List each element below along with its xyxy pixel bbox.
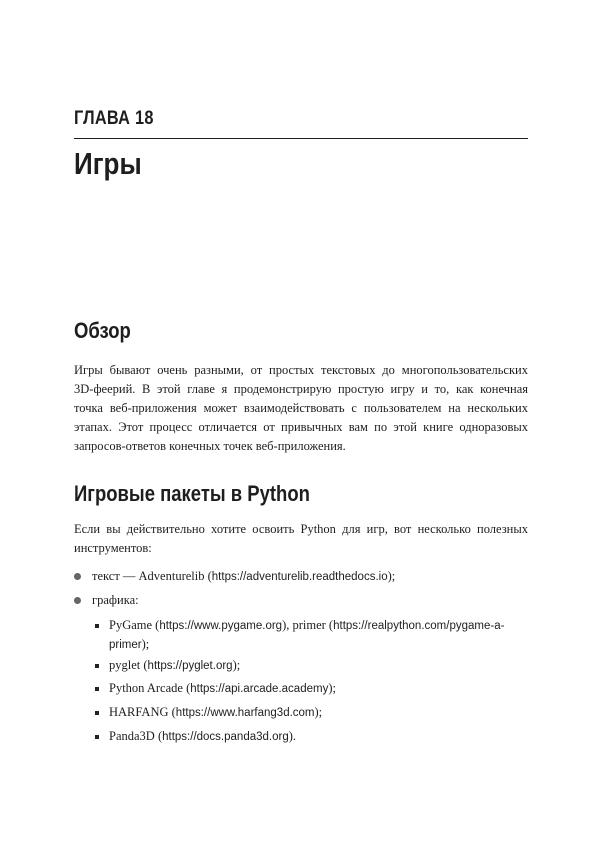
overview-line-1: Игры бывают очень разными, от простых текстовых до многопользовательских — [74, 363, 528, 377]
sub-bullet-panda3d: Panda3D (https://docs.panda3d.org). — [109, 727, 296, 747]
sub-bullet-square — [95, 735, 99, 739]
packages-heading: Игровые пакеты в Python — [74, 481, 310, 506]
sub-bullet-pyglet: pyglet (https://pyglet.org); — [109, 656, 240, 676]
link-pygame-primer-cont[interactable]: primer — [109, 639, 142, 651]
link-pygame-primer[interactable]: https://realpython.com/pygame-a- — [333, 620, 505, 632]
link-harfang[interactable]: https://www.harfang3d.com — [175, 707, 315, 719]
bullet-graphics: графика: — [92, 591, 139, 610]
link-pyglet[interactable]: https://pyglet.org — [147, 660, 233, 672]
link-adventurelib[interactable]: https://adventurelib.readthedocs.io — [211, 571, 388, 583]
chapter-label: ГЛАВА 18 — [74, 108, 154, 129]
overview-line-2: 3D-феерий. В этой главе я продемонстрирую простую игру и то, как конечная — [74, 382, 528, 396]
link-pygame[interactable]: https://www.pygame.org — [159, 620, 283, 632]
overview-line-5: запросов-ответов конечных точек веб-приложения. — [74, 439, 346, 453]
sub-bullet-pygame-cont: primer); — [109, 637, 150, 651]
overview-paragraph — [74, 361, 528, 456]
overview-line-3: точка веб-приложения может взаимодействовать с пользователем на нескольких — [74, 401, 528, 415]
sub-bullet-square — [95, 624, 99, 628]
overview-line-4: этапах. Этот процесс отличается от привычных вам по этой книге одноразовых — [74, 420, 528, 434]
bullet-text-adventurelib: текст — Adventurelib (https://adventurelib.readthedocs.io); — [92, 567, 395, 587]
sub-bullet-square — [95, 711, 99, 715]
chapter-rule — [74, 138, 528, 139]
bullet-dot — [74, 573, 81, 580]
sub-bullet-pygame: PyGame (https://www.pygame.org), primer (https://realpython.com/pygame-a- — [109, 616, 504, 636]
sub-bullet-harfang: HARFANG (https://www.harfang3d.com); — [109, 703, 322, 723]
packages-intro-line-2: инструментов: — [74, 541, 152, 555]
link-arcade[interactable]: https://api.arcade.academy — [190, 683, 329, 695]
sub-bullet-square — [95, 687, 99, 691]
packages-intro — [74, 520, 528, 558]
bullet-dot — [74, 597, 81, 604]
overview-heading: Обзор — [74, 318, 131, 343]
link-panda3d[interactable]: https://docs.panda3d.org — [162, 731, 289, 743]
packages-intro-line-1: Если вы действительно хотите освоить Python для игр, вот несколько полезных — [74, 522, 528, 536]
sub-bullet-square — [95, 664, 99, 668]
chapter-title: Игры — [74, 146, 142, 181]
sub-bullet-arcade: Python Arcade (https://api.arcade.academy); — [109, 679, 336, 699]
